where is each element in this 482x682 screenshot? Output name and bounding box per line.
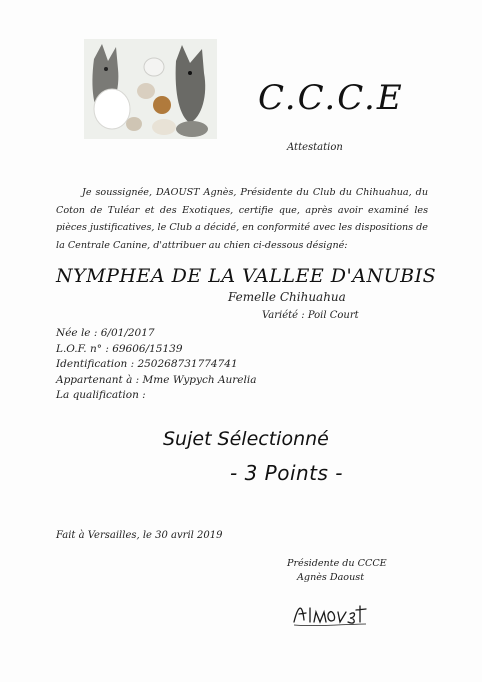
dog-variety: Variété : Poil Court: [262, 310, 359, 321]
selection-result: Sujet Sélectionné: [163, 428, 329, 450]
dog-name: NYMPHEA DE LA VALLEE D'ANUBIS: [56, 265, 437, 287]
document-subtitle: Attestation: [287, 142, 343, 153]
lof-number: L.O.F. n° : 69606/15139: [56, 342, 183, 355]
place-date: Fait à Versailles, le 30 avril 2019: [56, 530, 223, 541]
signer-role: Présidente du CCCE: [287, 558, 387, 569]
identification-number: Identification : 250268731774741: [56, 358, 238, 370]
intro-paragraph: [56, 184, 428, 254]
club-logo-image: [84, 39, 217, 139]
signer-name: Agnès Daoust: [297, 572, 365, 583]
intro-text: Je soussignée, DAOUST Agnès, Présidente du Club du Chihuahua, du Coton de Tuléar et des Exotiques, certifie que, après avoir examiné les pièces justificatives, le Club a décidé, en conformité avec les dispositions de la Centrale Canine, d'attribuer au chien ci-dessous désigné:: [56, 187, 428, 251]
dog-details: [56, 326, 257, 404]
qualification-label: La qualification :: [56, 389, 146, 401]
dog-sex-breed: Femelle Chihuahua: [228, 290, 346, 304]
birth-date: Née le : 6/01/2017: [56, 327, 155, 339]
club-title: C.C.C.E: [258, 78, 404, 118]
owner: Appartenant à : Mme Wypych Aurelia: [56, 373, 257, 386]
handwritten-signature: [290, 598, 370, 628]
points-result: - 3 Points -: [230, 461, 344, 485]
